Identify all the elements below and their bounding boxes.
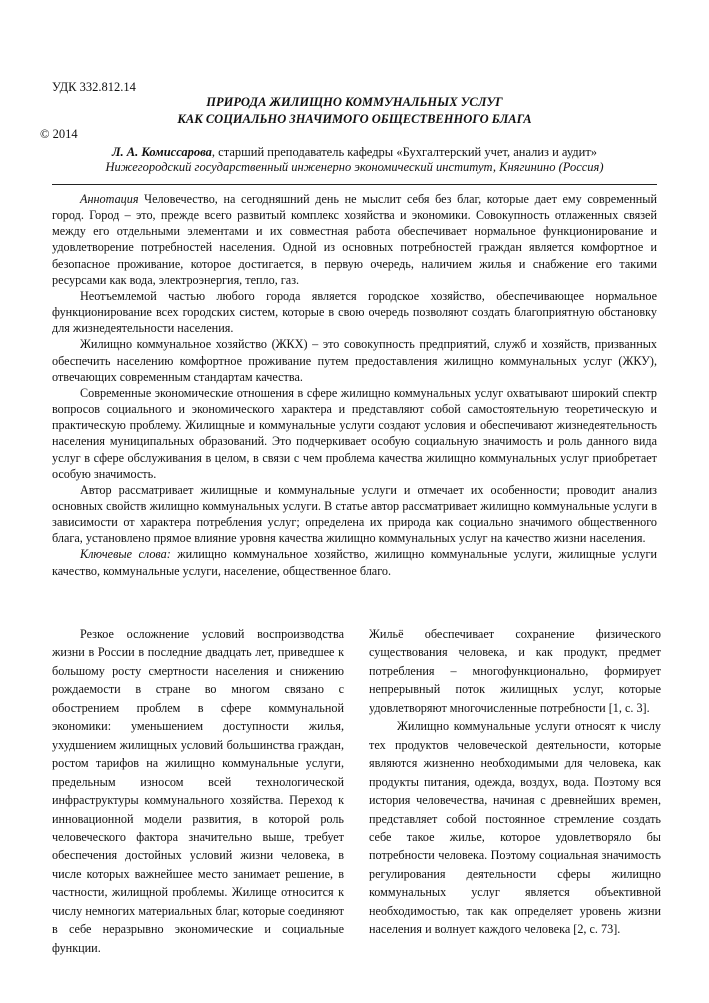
abstract-paragraph: Современные экономические отношения в сфере жилищно коммунальных услуг охватывают широкий спектр вопросов социального и экономического характера и представляют собой самостоятельную теоретическую и практическую проблему. Жилищные и коммунальные услуги создают условия и обеспечивают жизнедеятельность населения муниципальных образований. Это подчеркивает особую социальную значимость и роль данного вида услуг в сфере обслуживания в целом, в связи с чем проблема качества жилищно коммунальных услуг приобретает особую значимость. xyxy=(52,385,657,481)
keywords xyxy=(52,546,657,578)
body-paragraph: Резкое осложнение условий воспроизводства жизни в России в последние двадцать лет, приведшее к большому росту смертности населения и снижению рождаемости в стране во многом связано с обострением проблем в сфере коммунальной экономики: уменьшением доступности жилья, ухудшением жилищных условий большинства граждан, ростом тарифов на жилищно коммунальные услуги, предельным износом всей технологической инфраструктуры коммунального хозяйства. Переход к инновационной модели развития, в которой роль человеческого фактора значительно выше, требует обеспечения достойных условий жизни человека, в числе которых важнейшее место занимает решение, в частности, жилищной проблемы. Жилище относится к числу немногих материальных благ, которые соединяют в себе неразрывно экономические и социальные функции. xyxy=(52,627,344,955)
body-paragraph: Жильё обеспечивает сохранение физического существования человека, и как продукт, предмет потребления – многофункционально, формирует непрерывный поток жилищных услуг, которые удовлетворяют многочисленные потребности [1, с. 3]. xyxy=(369,627,661,715)
title-line-1: ПРИРОДА ЖИЛИЩНО КОММУНАЛЬНЫХ УСЛУГ xyxy=(206,95,503,109)
article-title xyxy=(52,94,657,128)
keywords-label: Ключевые слова: xyxy=(80,547,171,562)
keywords-text: жилищно коммунальное хозяйство, жилищно коммунальные услуги, жилищные услуги качество, коммунальные услуги, население, общественное благо. xyxy=(52,547,658,578)
author-institution: Нижегородский государственный инженерно экономический институт, Княгинино (Россия) xyxy=(105,160,604,174)
title-line-2: КАК СОЦИАЛЬНО ЗНАЧИМОГО ОБЩЕСТВЕННОГО БЛАГА xyxy=(177,112,532,126)
abstract xyxy=(52,191,657,579)
abstract-paragraph: Автор рассматривает жилищные и коммунальные услуги и отмечает их особенности; проводит анализ основных свойств жилищно коммунальных услуги. В статье автор рассматривает жилищно коммунальные услуги в зависимости от характера потребления услуг; определена их природа как социально значимого общественного блага, установлено прямое влияние уровня качества жилищно коммунальных услуг на качество жизни населения. xyxy=(52,482,657,546)
copyright: © 2014 xyxy=(40,127,78,141)
body-column-right xyxy=(369,625,661,939)
body-column-left xyxy=(52,625,344,957)
author-line xyxy=(52,144,657,160)
abstract-text: Человечество, на сегодняшний день не мыслит себя без благ, которые дает ему современный город. Город – это, прежде всего развитый комплекс хозяйства и экономики. Совокупность отлаженных связей между его отдельными элементами и их совместная работа обеспечивает нормальное функционирование и удовлетворение потребностей населения. Одной из основных потребностей граждан является комфортное и безопасное проживание, которое достигается, в первую очередь, наличием жилья и снабжение его такими ресурсами как вода, электроэнергия, тепло, газ. xyxy=(52,192,657,287)
abstract-paragraph xyxy=(52,191,657,288)
header-divider xyxy=(52,184,657,185)
abstract-paragraph: Жилищно коммунальное хозяйство (ЖКХ) – это совокупность предприятий, служб и хозяйств, призванных обеспечить населению комфортное проживание путем предоставления жилищно коммунальных услуг (ЖКУ), отвечающих современным стандартам качества. xyxy=(52,337,657,384)
body-paragraph: Жилищно коммунальные услуги относят к числу тех продуктов человеческой деятельности, которые являются жизненно необходимыми для человека, как продукты питания, одежда, воздух, вода. Поэтому вся история человечества, начиная с древнейших времен, представляет собой постоянное стремление создать себе такое жилье, которое удовлетворяло бы потребности человека. Поэтому социальная значимость регулирования деятельности сферы жилищно коммунальных услуг является объективной необходимостью, так как определяет уровень жизни населения и волнует каждого человека [2, с. 73]. xyxy=(369,719,661,937)
author-position: , старший преподаватель кафедры «Бухгалтерский учет, анализ и аудит» xyxy=(211,145,598,159)
author-name: Л. А. Комиссарова xyxy=(111,145,212,159)
udk-code: УДК 332.812.14 xyxy=(52,80,136,94)
abstract-paragraph: Неотъемлемой частью любого города является городское хозяйство, обеспечивающее нормальное функционирование всех городских систем, которые в свою очередь позволяют создать благоприятную обстановку для жизнедеятельности населения. xyxy=(52,288,657,336)
abstract-label: Аннотация xyxy=(80,192,139,206)
